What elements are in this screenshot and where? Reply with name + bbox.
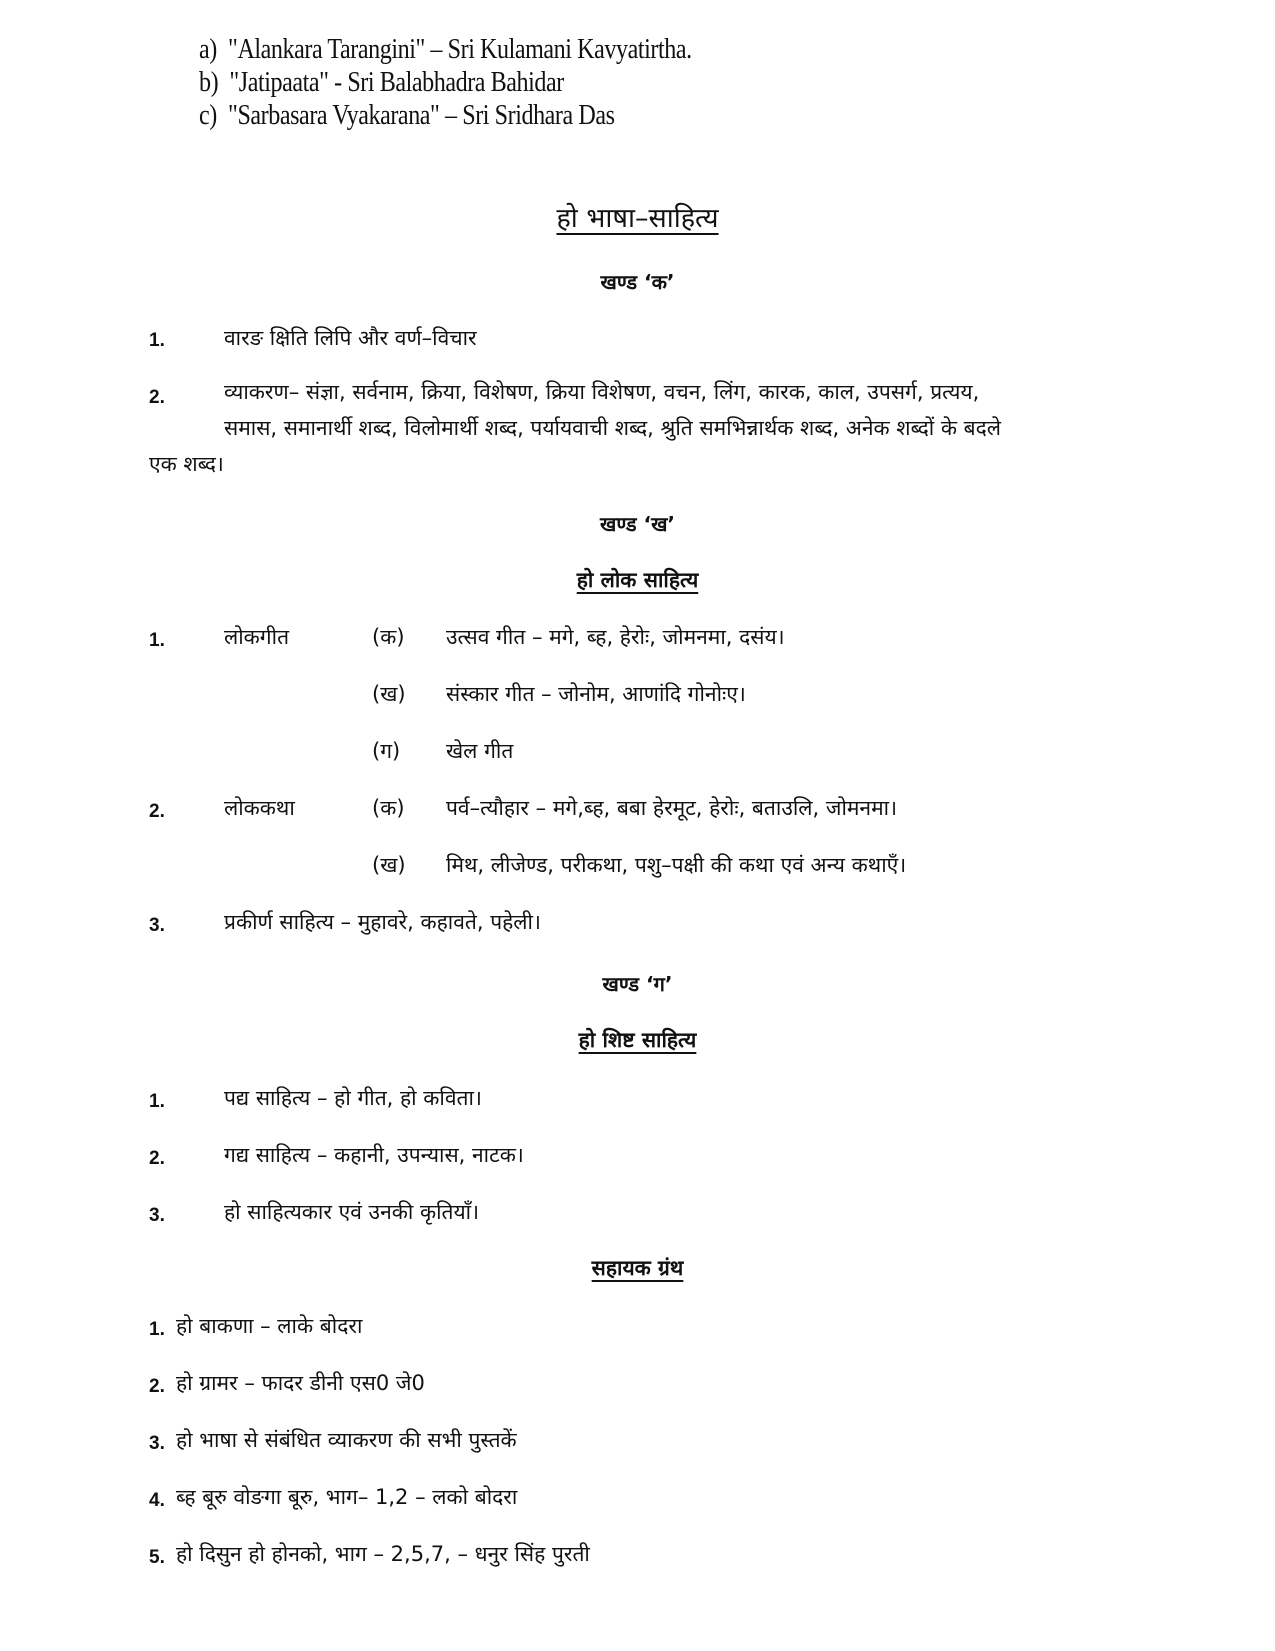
reference-text: ब्ह बूरु वोङगा बूरु, भाग– 1,2 – लको बोदरा (176, 1485, 518, 1509)
sub-text: खेल गीत (446, 739, 514, 763)
item-text: गद्य साहित्य – कहानी, उपन्यास, नाटक। (224, 1143, 524, 1167)
sub-marker: (ख) (372, 853, 406, 877)
sub-marker: (क) (372, 796, 405, 820)
item-number: 3. (149, 915, 165, 936)
sub-text: मिथ, लीजेण्ड, परीकथा, पशु–पक्षी की कथा एवं अन्य कथाएँ। (446, 853, 907, 877)
item-number: 3. (149, 1205, 165, 1226)
reference-number: 2. (149, 1376, 165, 1397)
item-text-line2: समास, समानार्थी शब्द, विलोमार्थी शब्द, पर्यायवाची शब्द, श्रुति समभिन्नार्थक शब्द, अनेक शब्दों के बदले (224, 416, 1002, 440)
item-text: वारङ क्षिति लिपि और वर्ण–विचार (224, 326, 477, 350)
reference-number: 4. (149, 1490, 165, 1511)
section-kha-heading: खण्ड ‘ख’ (599, 512, 676, 536)
reference-text: हो ग्रामर – फादर डीनी एस0 जे0 (176, 1371, 425, 1395)
reference-text: हो बाकणा – लाके बोदरा (176, 1314, 363, 1338)
reference-number: 1. (149, 1319, 165, 1340)
reference-text: हो दिसुन हो होनको, भाग – 2,5,7, – धनुर सिंह पुरती (176, 1542, 590, 1566)
page-title: हो भाषा–साहित्य (556, 203, 719, 234)
item-number: 2. (149, 387, 165, 408)
list-marker: c) (199, 100, 217, 131)
list-text: "Jatipaata" - Sri Balabhadra Bahidar (229, 67, 564, 98)
section-kha-subheading: हो लोक साहित्य (576, 568, 699, 592)
reference-number: 5. (149, 1547, 165, 1568)
section-ka-heading: खण्ड ‘क’ (600, 270, 675, 294)
section-ga-heading: खण्ड ‘ग’ (602, 972, 673, 996)
sub-text: उत्सव गीत – मगे, ब्ह, हेरोः, जोमनमा, दसंय। (446, 625, 785, 649)
sub-text: पर्व–त्यौहार – मगे,ब्ह, बबा हेरमूट, हेरोः, बताउलि, जोमनमा। (446, 796, 898, 820)
references-heading: सहायक ग्रंथ (591, 1256, 684, 1280)
item-text-line3: एक शब्द। (149, 452, 224, 476)
item-number: 2. (149, 801, 165, 822)
item-text-line1: व्याकरण– संज्ञा, सर्वनाम, क्रिया, विशेषण, क्रिया विशेषण, वचन, लिंग, कारक, काल, उपसर्ग, प्रत्यय, (224, 380, 980, 404)
item-number: 1. (149, 330, 165, 351)
list-marker: b) (199, 67, 219, 98)
item-label: लोककथा (224, 796, 295, 820)
intro-item-c (199, 100, 615, 132)
list-marker: a) (199, 34, 217, 65)
sub-marker: (ख) (372, 682, 406, 706)
list-text: "Alankara Tarangini" – Sri Kulamani Kavyatirtha. (228, 34, 692, 65)
section-ga-subheading: हो शिष्ट साहित्य (578, 1028, 697, 1052)
intro-item-b (199, 67, 564, 99)
item-label: लोकगीत (224, 625, 290, 649)
item-number: 1. (149, 1091, 165, 1112)
list-text: "Sarbasara Vyakarana" – Sri Sridhara Das (228, 100, 615, 131)
item-text: प्रकीर्ण साहित्य – मुहावरे, कहावते, पहेली। (224, 910, 541, 934)
item-number: 2. (149, 1148, 165, 1169)
item-text: हो साहित्यकार एवं उनकी कृतियाँ। (224, 1200, 480, 1224)
reference-number: 3. (149, 1433, 165, 1454)
sub-marker: (क) (372, 625, 405, 649)
intro-item-a (199, 34, 692, 66)
item-number: 1. (149, 630, 165, 651)
reference-text: हो भाषा से संबंधित व्याकरण की सभी पुस्तकें (176, 1428, 517, 1452)
sub-marker: (ग) (372, 739, 401, 763)
sub-text: संस्कार गीत – जोनोम, आणांदि गोनोःए। (446, 682, 746, 706)
item-text: पद्य साहित्य – हो गीत, हो कविता। (224, 1086, 482, 1110)
